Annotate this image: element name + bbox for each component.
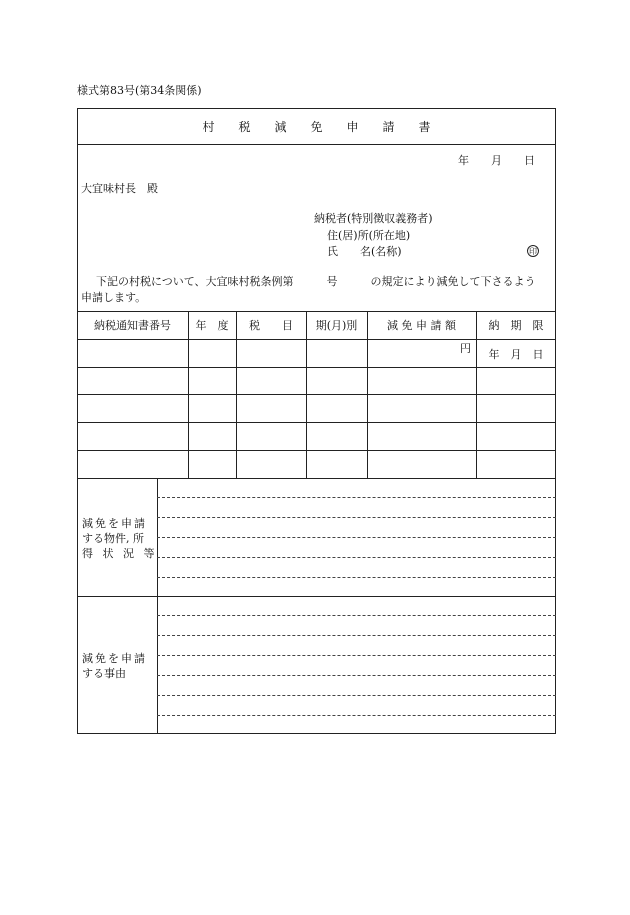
- property-dashed-line: [157, 537, 556, 538]
- applicant-name-label: 氏 名(名称): [327, 245, 402, 258]
- property-label-line-3: 得 状 況 等: [82, 547, 158, 560]
- applicant-address-label: 住(居)所(所在地): [327, 229, 411, 242]
- table-header-line: [77, 339, 556, 340]
- header-tax-item: 税 目: [249, 319, 293, 332]
- seal-mark: 印: [529, 247, 537, 256]
- statement-line-2: 申請します。: [81, 291, 147, 304]
- addressee: 大宜味村長 殿: [81, 182, 158, 195]
- property-dashed-line: [157, 497, 556, 498]
- header-period: 期(月)別: [315, 319, 358, 332]
- amount-unit-yen: 円: [460, 342, 471, 355]
- table-column-line: [188, 311, 189, 478]
- reason-dashed-line: [157, 635, 556, 636]
- reason-dashed-line: [157, 655, 556, 656]
- reason-dashed-line: [157, 675, 556, 676]
- reason-dashed-line: [157, 715, 556, 716]
- date-line: 年 月 日: [458, 154, 535, 167]
- property-dashed-line: [157, 517, 556, 518]
- reason-label-line-1: 減免を申請: [82, 652, 147, 665]
- reason-label-line-2: する事由: [82, 667, 126, 680]
- table-row-line: [77, 367, 556, 368]
- table-column-line: [306, 311, 307, 478]
- table-row-line: [77, 450, 556, 451]
- reason-dashed-line: [157, 695, 556, 696]
- statement-line-1: 下記の村税について、大宜味村税条例第 号 の規定により減免して下さるよう: [96, 275, 536, 288]
- table-column-line: [367, 311, 368, 478]
- table-top-line: [77, 311, 556, 312]
- applicant-role: 納税者(特別徴収義務者): [314, 212, 433, 225]
- header-exemption-amount: 減 免 申 請 額: [387, 319, 456, 332]
- header-fiscal-year: 年 度: [195, 319, 229, 332]
- property-dashed-line: [157, 577, 556, 578]
- application-form-frame: [77, 108, 556, 734]
- table-column-line: [476, 311, 477, 478]
- header-due-date: 納 期 限: [488, 319, 544, 332]
- table-bottom-line: [77, 478, 556, 479]
- due-date-placeholder: 年 月 日: [488, 348, 544, 361]
- property-label-line-2: する物件, 所: [82, 532, 144, 545]
- table-row-line: [77, 394, 556, 395]
- property-dashed-line: [157, 557, 556, 558]
- form-number: 様式第83号(第34条関係): [77, 84, 202, 97]
- reason-dashed-line: [157, 615, 556, 616]
- table-row-line: [77, 422, 556, 423]
- table-column-line: [236, 311, 237, 478]
- section-separator: [77, 596, 556, 597]
- property-label-line-1: 減免を申請: [82, 517, 147, 530]
- title-divider: [77, 144, 556, 145]
- form-title: 村 税 減 免 申 請 書: [202, 120, 431, 134]
- header-notice-number: 納税通知書番号: [94, 319, 171, 332]
